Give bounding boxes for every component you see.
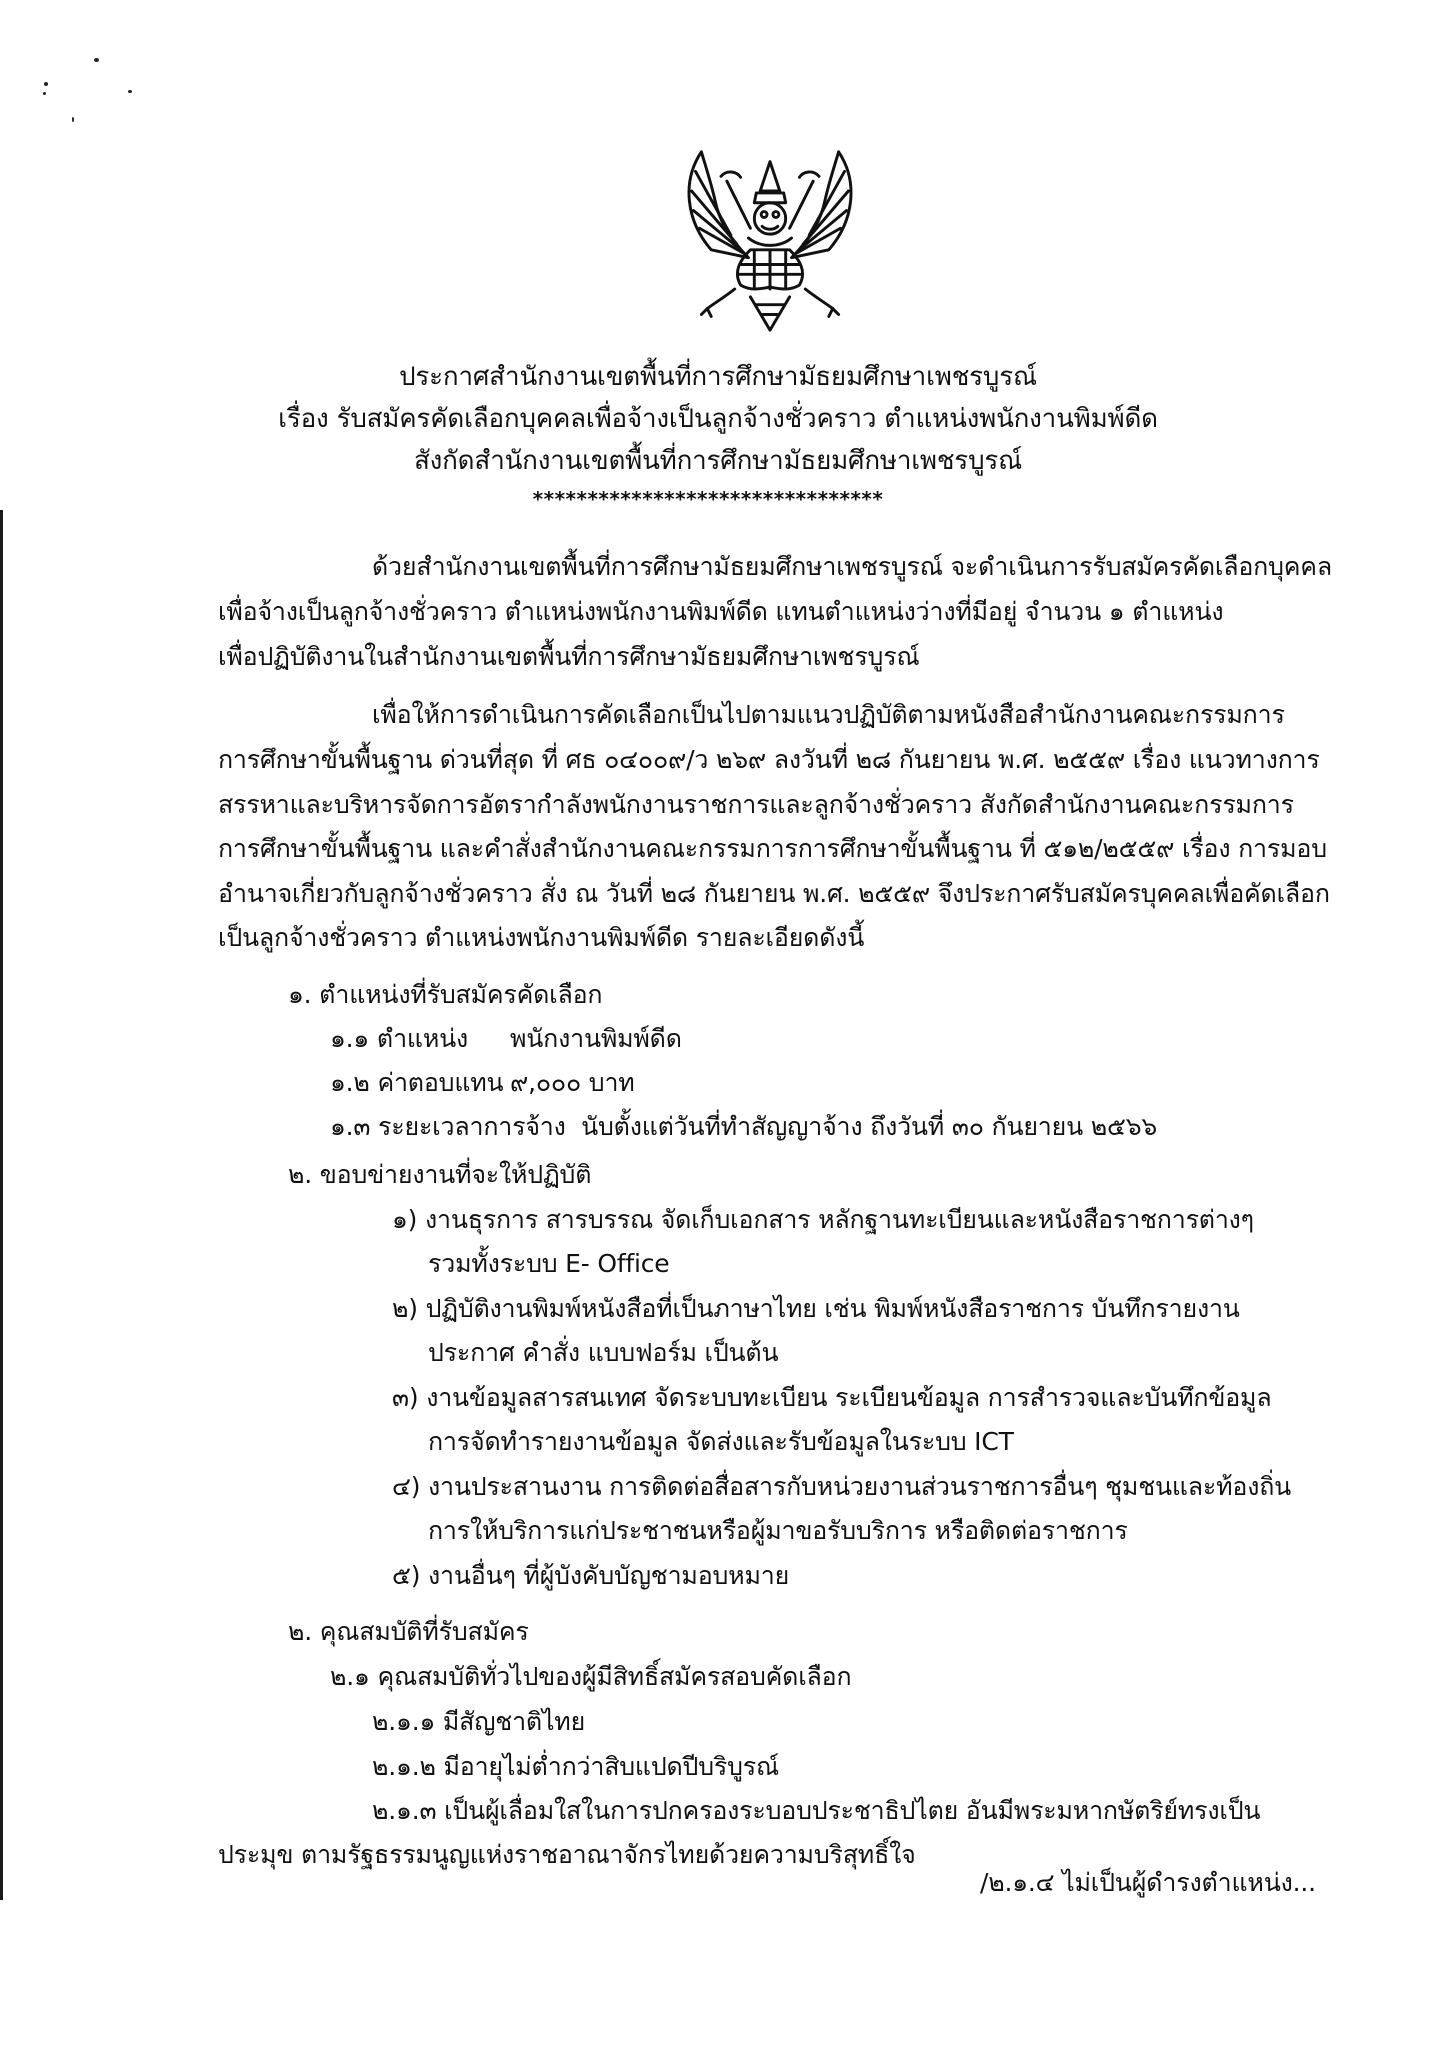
section2-duties-heading: ๒. ขอบข่ายงานที่จะให้ปฏิบัติ (288, 1160, 592, 1189)
item-label: ๑.๑ ตำแหน่ง (330, 1024, 468, 1053)
item-value: พนักงานพิมพ์ดีด (510, 1024, 682, 1053)
announcement-title: ประกาศสำนักงานเขตพื้นที่การศึกษามัธยมศึกษาเพชรบูรณ์ (399, 362, 1037, 392)
duty-2-line-2: ประกาศ คำสั่ง แบบฟอร์ม เป็นต้น (428, 1338, 779, 1367)
scan-speck (44, 82, 48, 86)
announcement-affiliation: สังกัดสำนักงานเขตพื้นที่การศึกษามัธยมศึกษาเพชรบูรณ์ (413, 446, 1023, 476)
section2-qualifications-heading: ๒. คุณสมบัติที่รับสมัคร (288, 1617, 529, 1646)
duty-3-line-1: ๓) งานข้อมูลสารสนเทศ จัดระบบทะเบียน ระเบียนข้อมูล การสำรวจและบันทึกข้อมูล (392, 1383, 1272, 1412)
item-value: นับตั้งแต่วันที่ทำสัญญาจ้าง ถึงวันที่ ๓๐ กันยายน ๒๕๖๖ (581, 1112, 1158, 1141)
header-separator: ******************************** (532, 487, 884, 511)
qualifications-subheading: ๒.๑ คุณสมบัติทั่วไปของผู้มีสิทธิ์สมัครสอบคัดเลือก (330, 1662, 852, 1691)
reference-line-5: อำนาจเกี่ยวกับลูกจ้างชั่วคราว สั่ง ณ วันที่ ๒๘ กันยายน พ.ศ. ๒๕๕๙ จึงประกาศรับสมัครบุคคลเพื่อคัดเลือก (218, 879, 1330, 908)
duty-1-line-2: รวมทั้งระบบ E- Office (428, 1249, 670, 1278)
reference-line-6: เป็นลูกจ้างชั่วคราว ตำแหน่งพนักงานพิมพ์ดีด รายละเอียดดังนี้ (218, 923, 865, 952)
continued-next-page-marker: /๒.๑.๔ ไม่เป็นผู้ดำรงตำแหน่ง... (980, 1868, 1316, 1897)
garuda-emblem-icon (672, 140, 868, 340)
qualification-item-2: ๒.๑.๒ มีอายุไม่ต่ำกว่าสิบแปดปีบริบูรณ์ (372, 1752, 779, 1781)
reference-line-2: การศึกษาขั้นพื้นฐาน ด่วนที่สุด ที่ ศธ ๐๔๐๐๙/ว ๒๖๙ ลงวันที่ ๒๘ กันยายน พ.ศ. ๒๕๕๙ เรื่อง แนวทางการ (218, 745, 1320, 774)
duty-1-line-1: ๑) งานธุรการ สารบรรณ จัดเก็บเอกสาร หลักฐานทะเบียนและหนังสือราชการต่างๆ (392, 1205, 1254, 1234)
section1-item-3 (330, 1110, 1157, 1144)
reference-line-4: การศึกษาขั้นพื้นฐาน และคำสั่งสำนักงานคณะกรรมการการศึกษาขั้นพื้นฐาน ที่ ๕๑๒/๒๕๕๙ เรื่อง การมอบ (218, 834, 1327, 863)
scan-speck (43, 92, 46, 95)
duty-3-line-2: การจัดทำรายงานข้อมูล จัดส่งและรับข้อมูลในระบบ ICT (428, 1427, 1014, 1456)
qualification-item-1: ๒.๑.๑ มีสัญชาติไทย (372, 1707, 586, 1736)
section1-item-2 (330, 1066, 635, 1100)
scan-speck (94, 58, 99, 62)
duty-4-line-2: การให้บริการแก่ประชาชนหรือผู้มาขอรับบริการ หรือติดต่อราชการ (428, 1516, 1128, 1545)
section1-item-1 (330, 1022, 682, 1056)
intro-line-1: ด้วยสำนักงานเขตพื้นที่การศึกษามัธยมศึกษาเพชรบูรณ์ จะดำเนินการรับสมัครคัดเลือกบุคคล (372, 552, 1332, 581)
qualification-item-3-continuation: ประมุข ตามรัฐธรรมนูญแห่งราชอาณาจักรไทยด้วยความบริสุทธิ์ใจ (218, 1840, 916, 1869)
duty-4-line-1: ๔) งานประสานงาน การติดต่อสื่อสารกับหน่วยงานส่วนราชการอื่นๆ ชุมชนและท้องถิ่น (392, 1472, 1292, 1501)
reference-line-1: เพื่อให้การดำเนินการคัดเลือกเป็นไปตามแนวปฏิบัติตามหนังสือสำนักงานคณะกรรมการ (372, 700, 1285, 729)
intro-line-2: เพื่อจ้างเป็นลูกจ้างชั่วคราว ตำแหน่งพนักงานพิมพ์ดีด แทนตำแหน่งว่างที่มีอยู่ จำนวน ๑ ตำแหน่ง (218, 597, 1224, 626)
announcement-subject: เรื่อง รับสมัครคัดเลือกบุคคลเพื่อจ้างเป็นลูกจ้างชั่วคราว ตำแหน่งพนักงานพิมพ์ดีด (278, 404, 1158, 434)
item-value: ๙,๐๐๐ บาท (510, 1068, 635, 1097)
scan-edge-line (0, 510, 3, 1900)
reference-line-3: สรรหาและบริหารจัดการอัตรากำลังพนักงานราชการและลูกจ้างชั่วคราว สังกัดสำนักงานคณะกรรมการ (218, 790, 1294, 819)
qualification-item-3: ๒.๑.๓ เป็นผู้เลื่อมใสในการปกครองระบอบประชาธิปไตย อันมีพระมหากษัตริย์ทรงเป็น (372, 1796, 1261, 1825)
intro-line-3: เพื่อปฏิบัติงานในสำนักงานเขตพื้นที่การศึกษามัธยมศึกษาเพชรบูรณ์ (218, 642, 920, 671)
section1-heading: ๑. ตำแหน่งที่รับสมัครคัดเลือก (288, 980, 603, 1009)
scan-speck (128, 90, 132, 93)
item-label: ๑.๓ ระยะเวลาการจ้าง (330, 1112, 566, 1141)
scan-speck (72, 117, 74, 122)
item-label: ๑.๒ ค่าตอบแทน (330, 1068, 504, 1097)
duty-5-line-1: ๕) งานอื่นๆ ที่ผู้บังคับบัญชามอบหมาย (392, 1561, 790, 1590)
duty-2-line-1: ๒) ปฏิบัติงานพิมพ์หนังสือที่เป็นภาษาไทย เช่น พิมพ์หนังสือราชการ บันทึกรายงาน (392, 1294, 1240, 1323)
